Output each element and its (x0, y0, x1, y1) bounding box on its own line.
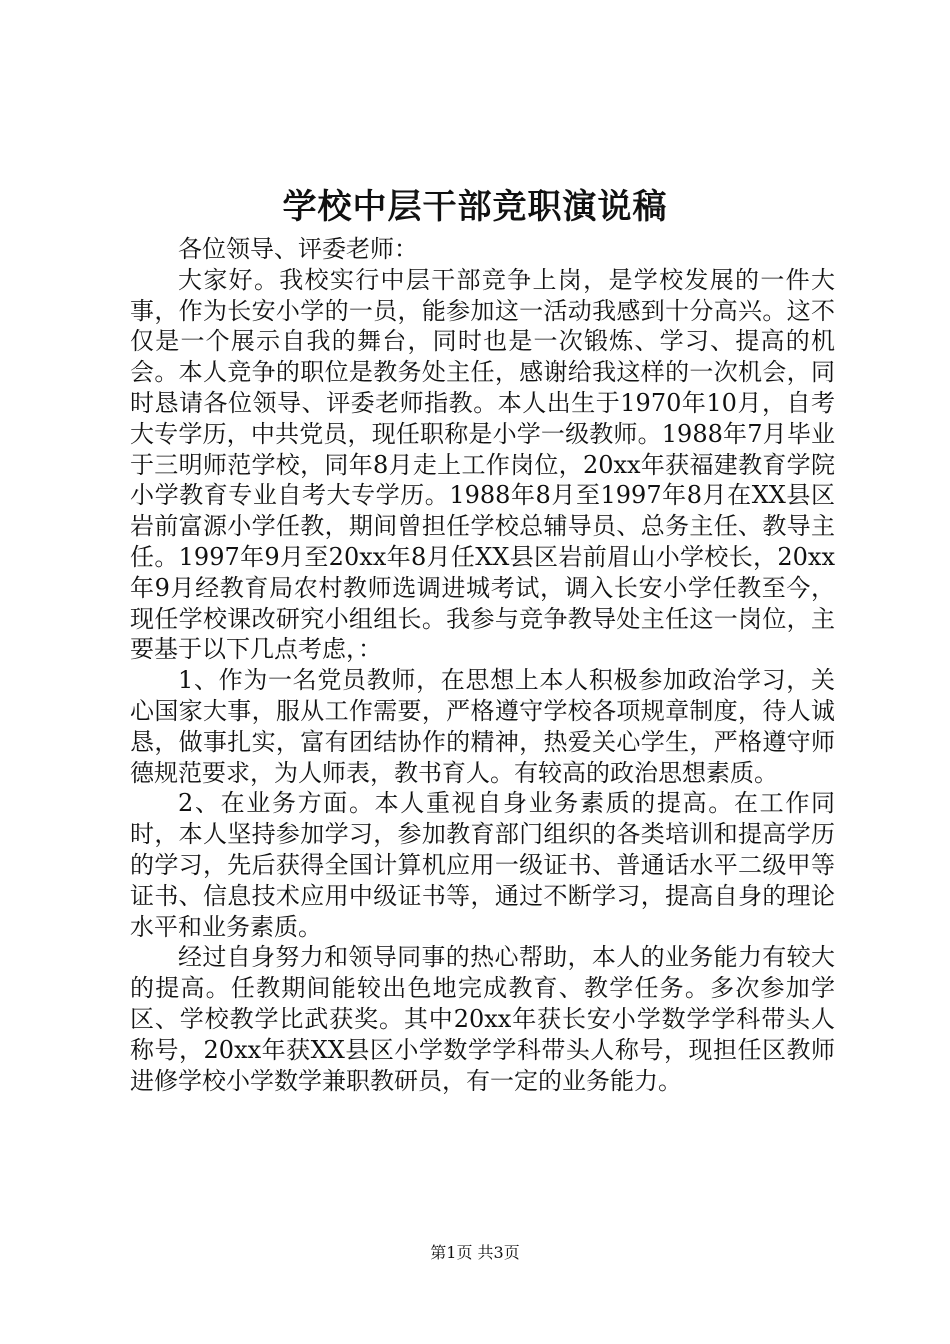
page-number-footer: 第1页 共3页 (430, 1243, 520, 1262)
introduction-paragraph: 大家好。我校实行中层干部竞争上岗，是学校发展的一件大事，作为长安小学的一员，能参加这一活动我感到十分高兴。这不仅是一个展示自我的舞台，同时也是一次锻炼、学习、提高的机会。本人竞争的职位是教务处主任，感谢给我这样的一次机会，同时恳请各位领导、评委老师指教。本人出生于1970年10月，自考大专学历，中共党员，现任职称是小学一级教师。1988年7月毕业于三明师范学校，同年8月走上工作岗位，20xx年获福建教育学院小学教育专业自考大专学历。1988年8月至1997年8月在XX县区岩前富源小学任教，期间曾担任学校总辅导员、总务主任、教导主任。1997年9月至20xx年8月任XX县区岩前眉山小学校长，20xx年9月经教育局农村教师选调进城考试，调入长安小学任教至今，现任学校课改研究小组组长。我参与竞争教导处主任这一岗位，主要基于以下几点考虑，： (130, 265, 835, 664)
point-two-paragraph: 2、在业务方面。本人重视自身业务素质的提高。在工作同时，本人坚持参加学习，参加教育部门组织的各类培训和提高学历的学习，先后获得全国计算机应用一级证书、普通话水平二级甲等证书、信息技术应用中级证书等，通过不断学习，提高自身的理论水平和业务素质。 (130, 789, 835, 941)
ability-paragraph: 经过自身努力和领导同事的热心帮助，本人的业务能力有较大的提高。任教期间能较出色地完成教育、教学任务。多次参加学区、学校教学比武获奖。其中20xx年获长安小学数学学科带头人称号，20xx年获XX县区小学数学学科带头人称号，现担任区教师进修学校小学数学兼职教研员，有一定的业务能力。 (130, 943, 835, 1095)
document-body (130, 234, 835, 1096)
point-one-paragraph: 1、作为一名党员教师，在思想上本人积极参加政治学习，关心国家大事，服从工作需要，严格遵守学校各项规章制度，待人诚恳，做事扎实，富有团结协作的精神，热爱关心学生，严格遵守师德规范要求，为人师表，教书育人。有较高的政治思想素质。 (130, 666, 835, 787)
salutation-paragraph: 各位领导、评委老师： (178, 235, 418, 263)
document-title: 学校中层干部竞职演说稿 (282, 187, 668, 227)
